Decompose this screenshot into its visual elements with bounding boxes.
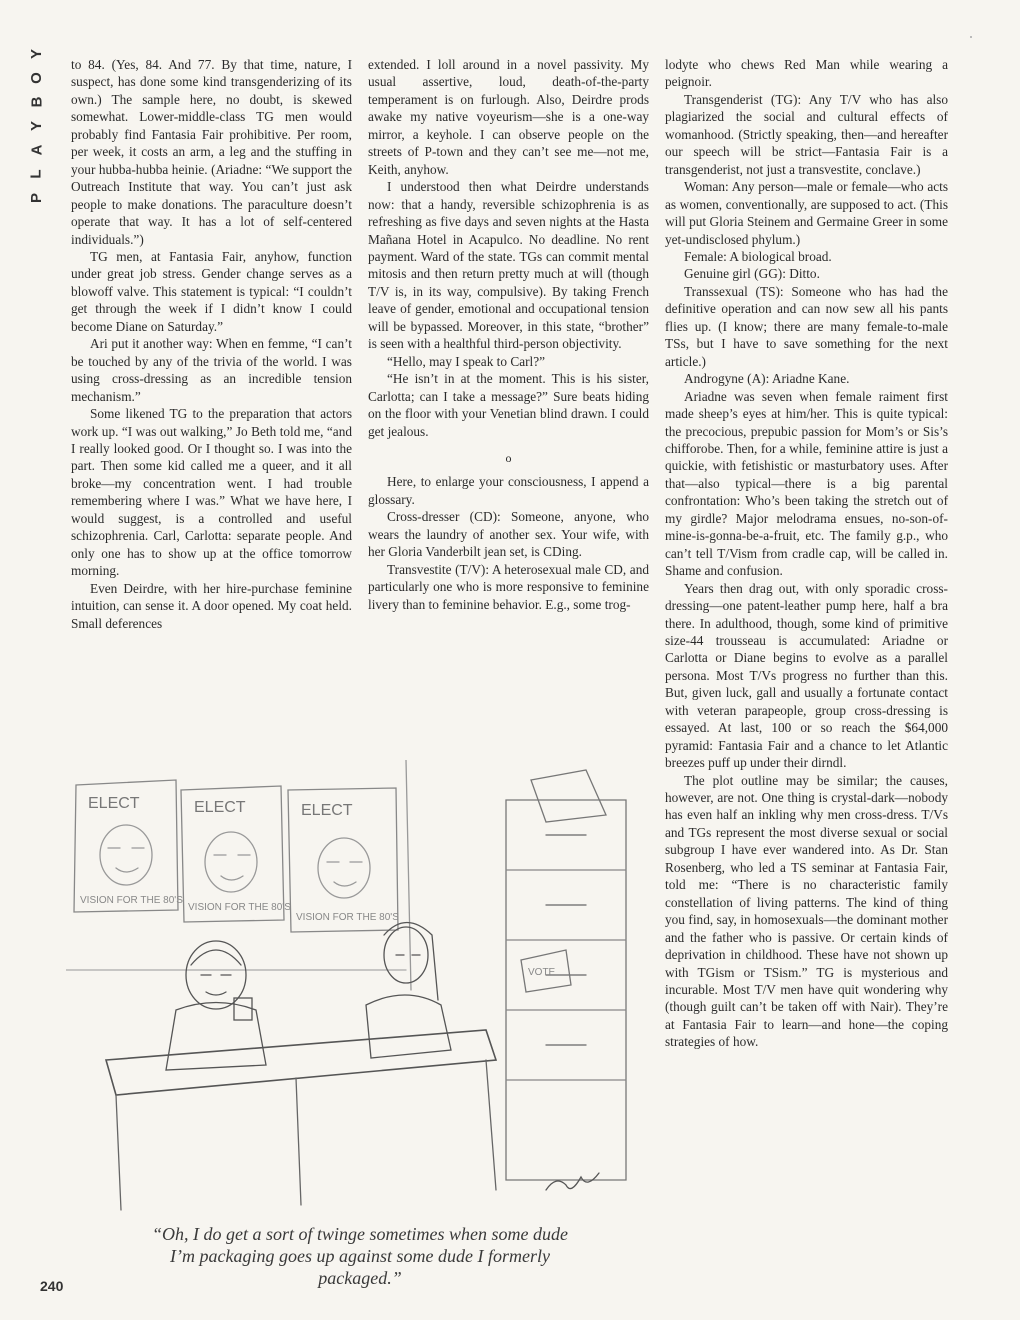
- paragraph: Ari put it another way: When en femme, “I can’t be touched by any of the trivia of the world. I was using cross-dressing as an incredible tension mechanism.”: [71, 336, 352, 404]
- paragraph: Cross-dresser (CD): Someone, anyone, who wears the laundry of another sex. Your wife, with her Gloria Vanderbilt jean set, is CDing.: [368, 509, 649, 560]
- column-1: [71, 56, 352, 632]
- section-separator: o: [505, 450, 512, 465]
- running-head: [26, 42, 48, 210]
- paragraph: Genuine girl (GG): Ditto.: [684, 266, 820, 282]
- paragraph: TG men, at Fantasia Fair, anyhow, function under great job stress. Gender change serves as a blowoff valve. This statement is typical: “I couldn’t get through the week if I didn’t know I could become Diane on Saturday.”: [71, 248, 352, 334]
- poster-slogan: VISION FOR THE 80'S: [80, 895, 183, 906]
- cartoon-caption: “Oh, I do get a sort of twinge sometimes when some dude I’m packaging goes up against some dude I formerly packaged.”: [152, 1224, 568, 1288]
- speck: [970, 36, 972, 38]
- running-head-letter: L: [27, 169, 45, 179]
- paragraph: Androgyne (A): Ariadne Kane.: [684, 371, 850, 387]
- paragraph: Female: A biological broad.: [684, 248, 832, 264]
- poster-elect-text: ELECT: [194, 799, 246, 816]
- paragraph: Here, to enlarge your consciousness, I append a glossary.: [368, 474, 649, 507]
- paragraph: lodyte who chews Red Man while wearing a peignoir.: [665, 57, 948, 90]
- cartoon-illustration: [66, 760, 642, 1215]
- paragraph: to 84. (Yes, 84. And 77. By that time, nature, I suspect, has done some kind transgenderizing of its own.) The sample here, no doubt, is skewed somewhat. Lower-middle-class TG men would probably find Fantasia Fair prohibitive. Per room, per week, it costs an arm, a leg and the stuffing in your hubba-hubba heinie. (Ariadne: “We support the Outreach Institute that way. You can’t just ask people to make donations. The paraculture doesn’t operate that way. It has a lot of self-centered individuals.”): [71, 57, 352, 247]
- poster-slogan: VISION FOR THE 80'S: [296, 912, 399, 923]
- running-head-letter: B: [28, 96, 45, 108]
- paragraph: “He isn’t in at the moment. This is his sister, Carlotta; can I take a message?” Sure beats hiding on the floor with your Venetian blind drawn. I could get jealous.: [368, 371, 649, 439]
- running-head-letter: A: [28, 144, 45, 156]
- running-head-letter: P: [27, 192, 45, 204]
- paragraph: Transvestite (T/V): A heterosexual male CD, and particularly one who is more responsive to feminine livery than to feminine behavior. E.g., some trog-: [368, 561, 649, 612]
- paragraph: Transgenderist (TG): Any T/V who has also plagiarized the social and cultural effects of womanhood. (Strictly speaking, then—and hereafter our speech will be strict—Fantasia Fair is a transgenderist, not just a transvestite, conclave.): [665, 91, 948, 177]
- running-head-letter: Y: [27, 120, 45, 132]
- paragraph: Some likened TG to the preparation that actors work up. “I was out walking,” Jo Beth told me, “and I really looked good. Or I thought so. I was into the part. Then some kid called me a queer, and it all broke—my concentration went. I had trouble remembering where I was.” What we have here, I would suggest, is a controlled and useful schizophrenia. Carl, Carlotta: separate people. And only one has to show up at the office tomorrow morning.: [71, 406, 352, 579]
- paragraph: Years then drag out, with only sporadic cross-dressing—one patent-leather pump here, half a bra there. In adulthood, though, some kind of primitive size-44 trousseau is accumulated: Ariadne or Carlotta or Diane begins to evolve as a parallel persona. Most T/Vs progress no further than this. But, given luck, gall and usually a fortunate contact with veteran parapeople, group cross-dressing is essayed. At last, 100 or so reach the $64,000 pyramid: Fantasia Fair and a chance to let Atlantic breezes puff up under their dirndl.: [665, 580, 948, 771]
- running-head-letter: O: [27, 72, 45, 84]
- paragraph: The plot outline may be similar; the causes, however, are not. One thing is crystal-dark—nobody has even half an inkling why men cross-dress. T/Vs and TGs represent the most diverse sexual or social subgroup I have ever wandered into. As Dr. Stan Rosenberg, who led a TS seminar at Fantasia Fair, told me: “There is no characteristic family constellation of living patterns. The kind of thing you find, say, in homosexuals—the dominant mother and the father who is passive. Or certain kinds of deprivation in childhood. These have not shown up with TGism or TSism.” TG is mysterious and incurable. Most T/V men have quit wondering why (though guilt can’t be taken off with Nair). They’re at Fantasia Fair to learn—and hone—the coping strategies of how.: [665, 772, 948, 1050]
- poster-elect-text: ELECT: [88, 795, 140, 812]
- running-head-letter: Y: [27, 48, 45, 60]
- column-3: [665, 56, 948, 1051]
- paragraph: extended. I loll around in a novel passivity. My usual assertive, loud, death-of-the-party temperament is on furlough. Also, Deirdre prods awake my native voyeurism—she is a one-way mirror, a keyhole. I can observe people on the streets of P-town and they can’t see me—not me, Keith, anyhow.: [368, 57, 649, 177]
- page-number: 240: [40, 1278, 64, 1294]
- poster-elect-text: ELECT: [301, 802, 353, 819]
- paragraph: Ariadne was seven when female raiment first made sheep’s eyes at him/her. This is quite typical: the precocious, prepubic passion for Mom’s or Sis’s chifforobe. Then, for a while, feminine attire is just a quickie, with fetishistic or masturbatory uses. After that—also typical—there is a big parental confrontation: Who’s been taking the stretch out of my girdle? Major melodrama ensues, no-son-of-mine-is-gonna-be-a-fruit, etc. The family g.p., who can’t tell T/Vism from cradle cap, will be called in. Shame and confusion.: [665, 388, 948, 579]
- paragraph: I understood then what Deirdre understands now: that a handy, reversible schizophrenia is as refreshing as five days and seven nights at the Hasta Mañana Hotel in Acapulco. No deadline. No rent payment. Ward of the state. TGs can commit mental mitosis and then return pretty much at will (though T/V is, in its way, compulsive). By taking French leave of gender, emotional and occupational tension will be bypassed. Moreover, in this state, “brother” is seen with a healthful third-person objectivity.: [368, 179, 649, 352]
- paragraph: Even Deirdre, with her hire-purchase feminine intuition, can sense it. A door opened. My coat held. Small deferences: [71, 580, 352, 631]
- paragraph: Transsexual (TS): Someone who has had the definitive operation and can now sew all his pants flies up. (I know; there are many female-to-male TSs, but I have to save something for the next article.): [665, 283, 948, 369]
- paragraph: “Hello, may I speak to Carl?”: [387, 353, 546, 369]
- poster-slogan: VISION FOR THE 80'S: [188, 902, 291, 913]
- paragraph: Woman: Any person—male or female—who acts as women, conventionally, are supposed to act. (This will put Gloria Steinem and Germaine Greer in some yet-undisclosed phylum.): [665, 179, 948, 247]
- vote-label: VOTE: [528, 967, 556, 978]
- column-2: [368, 56, 649, 613]
